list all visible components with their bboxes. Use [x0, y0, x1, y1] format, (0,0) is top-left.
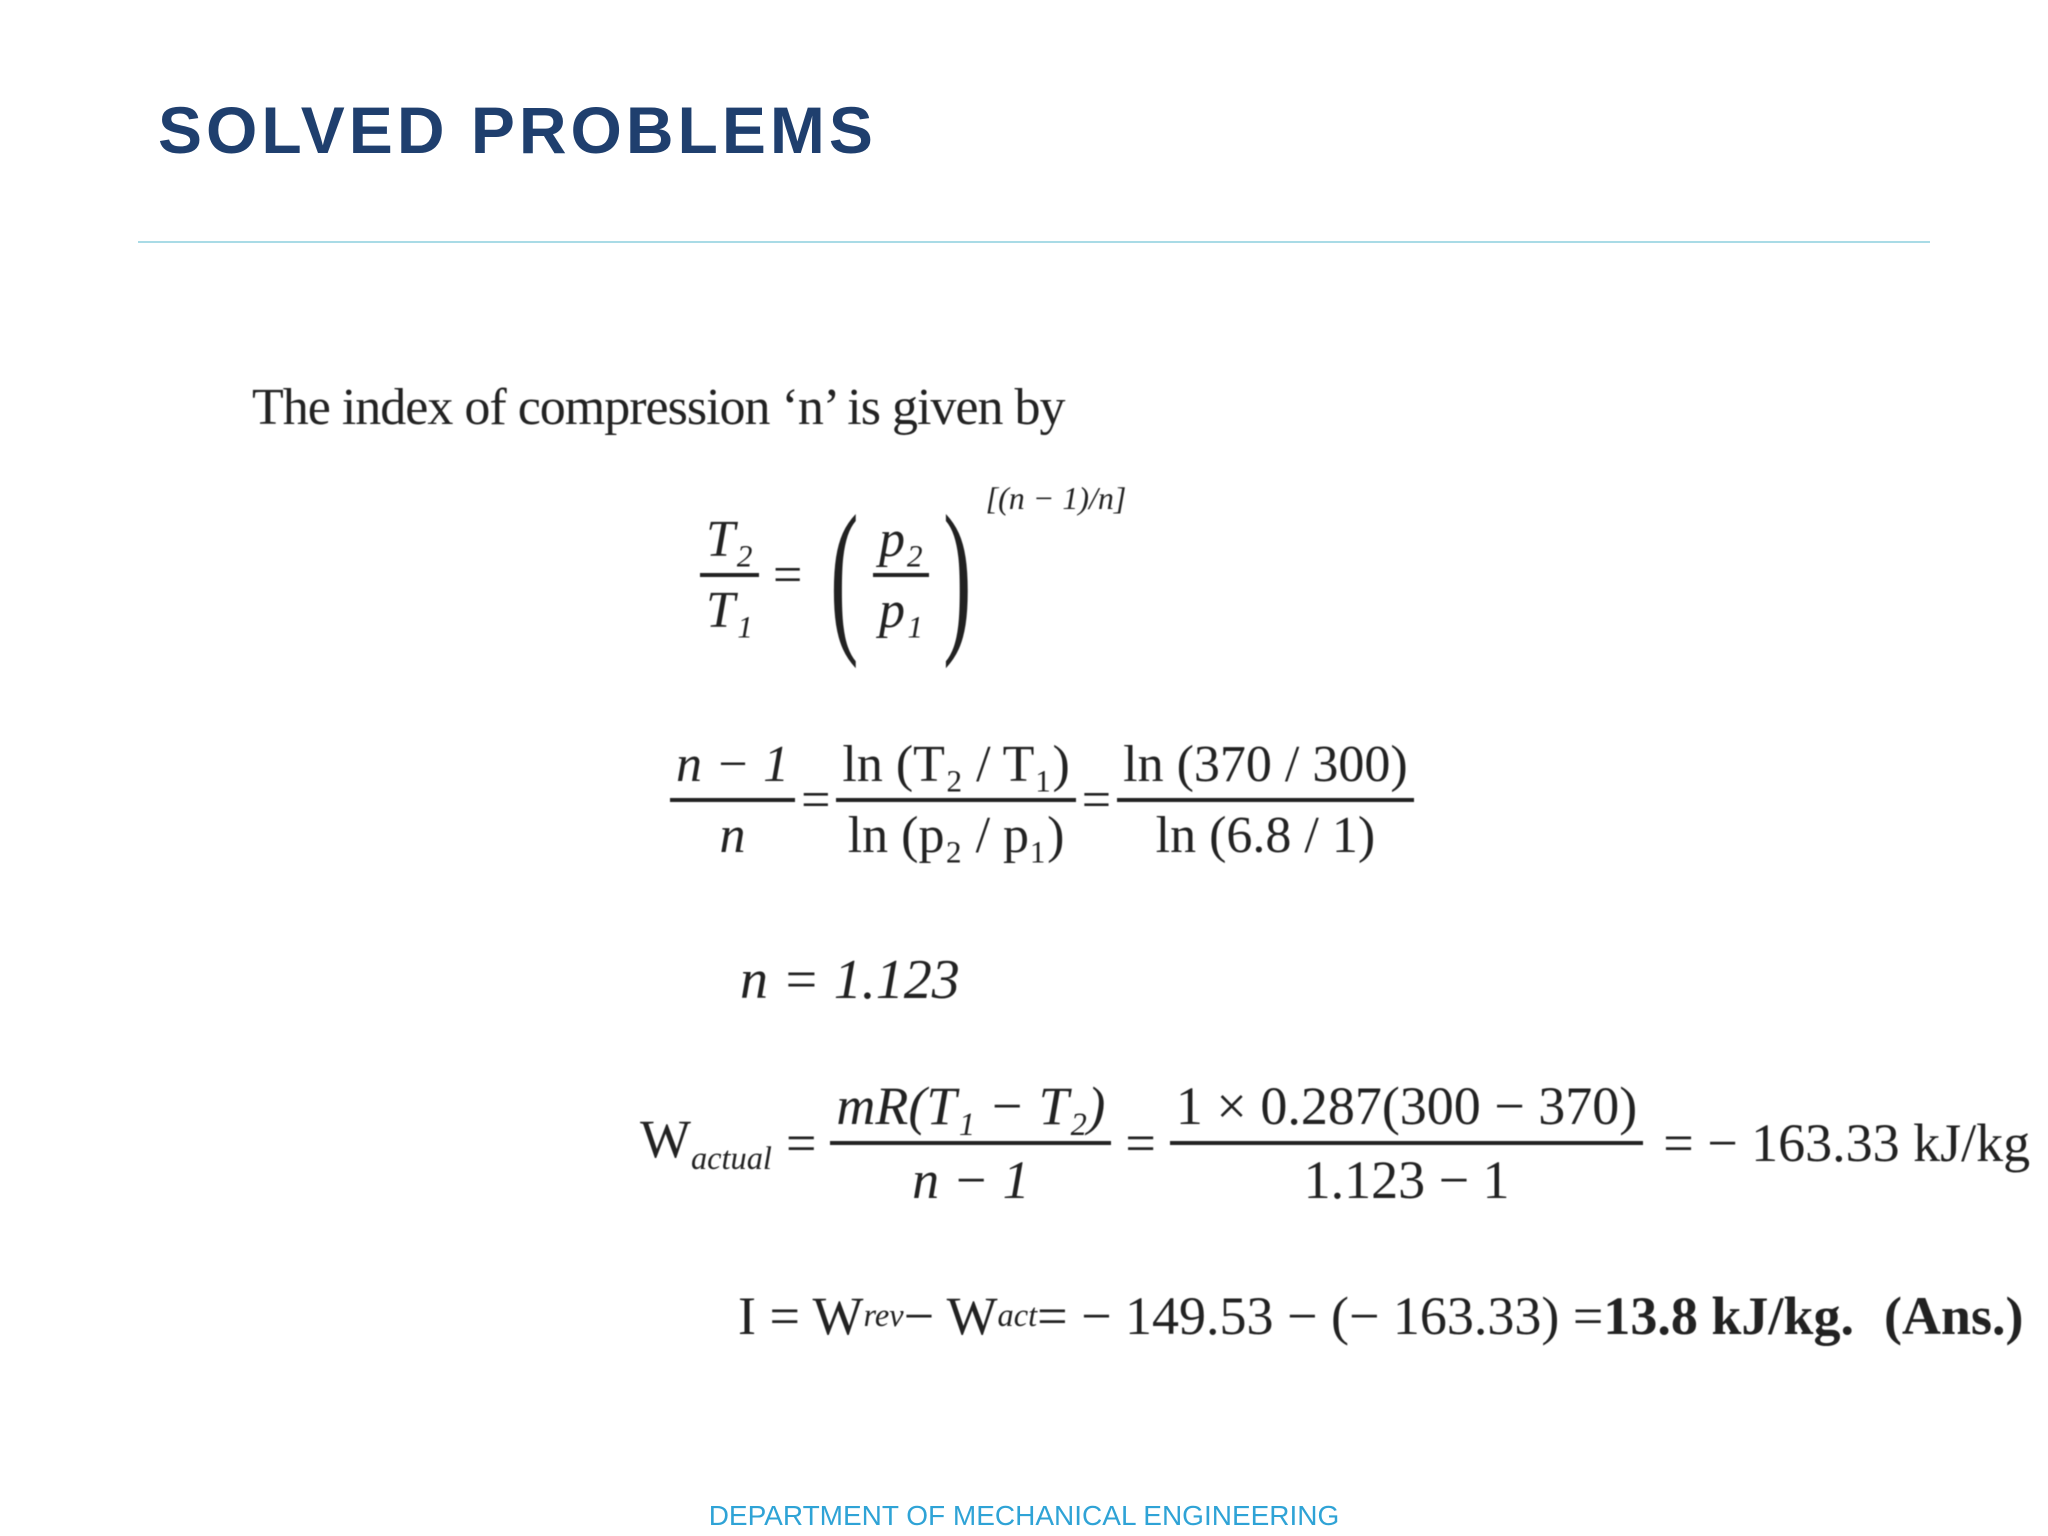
actual-subscript: act	[997, 1297, 1038, 1334]
fraction-bar	[670, 798, 795, 802]
equation-irreversibility	[738, 1285, 2023, 1347]
exponent: [(n − 1)/n]	[985, 480, 1127, 516]
fraction-bar	[1170, 1141, 1643, 1145]
answer-label: (Ans.)	[1883, 1286, 2024, 1346]
fraction-numerator: ln (370 / 300)	[1123, 736, 1408, 793]
fraction-bar	[700, 573, 759, 577]
pressure-ratio	[873, 510, 929, 640]
fraction-denominator: n	[719, 807, 746, 864]
right-parenthesis: )	[943, 481, 972, 669]
equals-sign: =	[1081, 771, 1112, 829]
fraction-numerator: n − 1	[676, 736, 790, 793]
work-letter: W	[640, 1109, 691, 1170]
fraction-denominator: T₁	[706, 582, 753, 639]
work-numeric-fraction	[1170, 1075, 1643, 1211]
fraction-numerator: ln (T₂ / T₁)	[842, 736, 1070, 793]
temperature-ratio	[700, 510, 759, 640]
fraction-numerator: 1 × 0.287(300 − 370)	[1175, 1076, 1638, 1136]
fraction-numerator: mR(T₁ − T₂)	[836, 1076, 1106, 1136]
log-ratio-fraction	[836, 735, 1075, 865]
equals-sign: =	[773, 546, 803, 604]
answer-value: 13.8 kJ/kg.	[1603, 1286, 1854, 1346]
fraction-bar	[873, 573, 929, 577]
index-fraction	[670, 735, 795, 865]
equation-n-value: n = 1.123	[740, 949, 960, 1011]
work-result: = − 163.33 kJ/kg	[1663, 1113, 2031, 1173]
actual-work-term: − W	[903, 1286, 998, 1346]
fraction-denominator: ln (p₂ / p₁)	[847, 807, 1065, 864]
intro-text: The index of compression ‘n’ is given by	[252, 379, 1065, 436]
equals-sign: =	[1125, 1113, 1156, 1173]
fraction-denominator: n − 1	[912, 1150, 1030, 1210]
title-divider	[138, 241, 1930, 243]
slide-title: SOLVED PROBLEMS	[158, 93, 877, 167]
equals-sign: =	[801, 771, 831, 829]
fraction-numerator: p₂	[878, 511, 924, 568]
reversible-subscript: rev	[863, 1297, 904, 1334]
work-formula-fraction	[830, 1075, 1111, 1211]
fraction-bar	[836, 798, 1075, 802]
fraction-denominator: p₁	[878, 582, 924, 639]
fraction-bar	[830, 1141, 1111, 1145]
equation-actual-work	[640, 1075, 2030, 1211]
footer-department: DEPARTMENT OF MECHANICAL ENGINEERING	[708, 1500, 1340, 1531]
work-symbol	[640, 1108, 772, 1178]
numeric-log-fraction	[1117, 735, 1414, 865]
irreversibility-calculation: = − 149.53 − (− 163.33) =	[1037, 1286, 1604, 1346]
fraction-numerator: T₂	[706, 511, 753, 568]
fraction-denominator: ln (6.8 / 1)	[1155, 807, 1376, 864]
fraction-denominator: 1.123 − 1	[1303, 1150, 1510, 1210]
equation-index-expression	[670, 735, 1414, 865]
irreversibility-lhs: I = W	[738, 1286, 864, 1346]
work-subscript: actual	[690, 1140, 772, 1177]
equals-sign: =	[785, 1113, 817, 1173]
equation-temperature-pressure-ratio	[700, 480, 1127, 669]
left-parenthesis: (	[830, 481, 859, 669]
fraction-bar	[1117, 798, 1414, 802]
